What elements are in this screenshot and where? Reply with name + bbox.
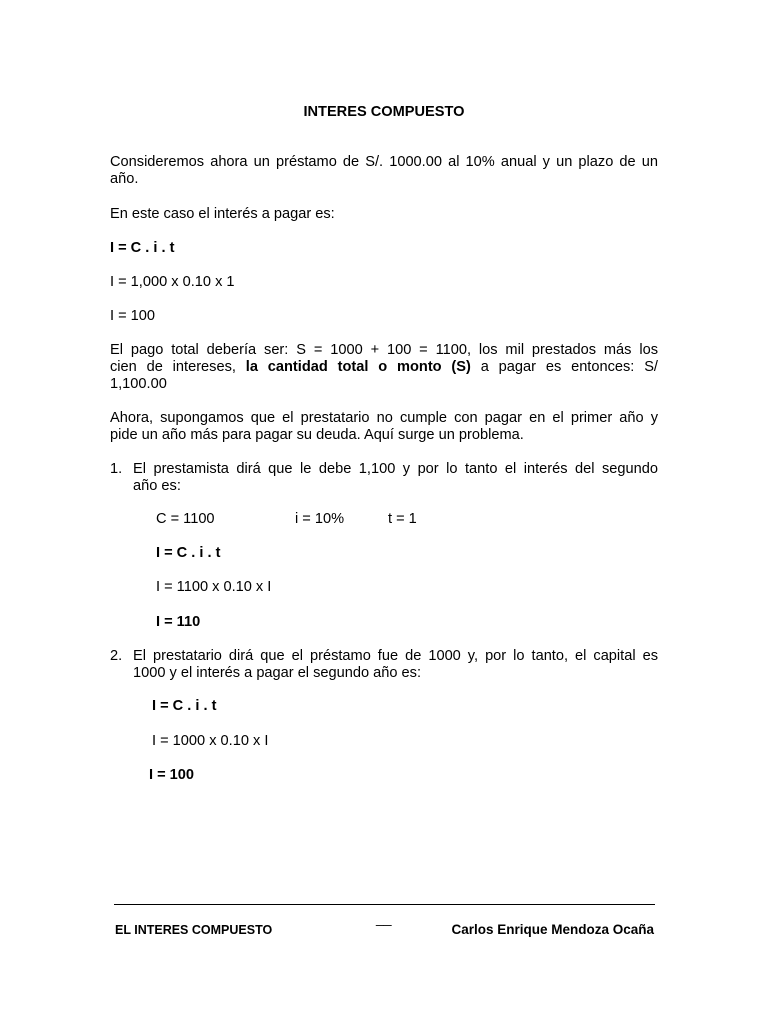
total-amount-term: la cantidad total o monto (S)	[245, 359, 471, 375]
item1-calculation: I = 1100 x 0.10 x I	[156, 579, 272, 595]
item1-result: I = 110	[156, 614, 201, 630]
list-item-2-line-1: El prestatario dirá que el préstamo fue de 1000 y, por lo tanto, el capital es	[133, 648, 658, 664]
total-line-3: 1,100.00	[110, 376, 167, 392]
now-paragraph	[110, 410, 658, 444]
total-line-2	[110, 359, 658, 376]
intro-line-2: año.	[110, 171, 139, 187]
list-item-1-line-2: año es:	[133, 478, 181, 494]
calculation-1: I = 1,000 x 0.10 x 1	[110, 274, 235, 290]
now-line-1: Ahora, supongamos que el prestatario no cumple con pagar en el primer año y	[110, 410, 658, 426]
item1-capital: C = 1100	[156, 511, 215, 527]
item1-rate: i = 10%	[295, 511, 345, 527]
total-line-2-post: a pagar es entonces: S/	[470, 359, 658, 375]
intro-paragraph	[110, 154, 658, 188]
total-paragraph	[110, 342, 658, 393]
footer-author: Carlos Enrique Mendoza Ocaña	[451, 922, 654, 937]
list-item-2-number: 2.	[110, 648, 123, 664]
intro-line-1: Consideremos ahora un préstamo de S/. 1000.00 al 10% anual y un plazo de un	[110, 154, 658, 170]
total-line-2-pre: cien de intereses,	[110, 359, 246, 375]
list-item-1-text	[133, 461, 658, 495]
calculation-2: I = 100	[110, 308, 156, 324]
list-item-1-line-1: El prestamista dirá que le debe 1,100 y por lo tanto el interés del segundo	[133, 461, 658, 477]
footer-document-title: EL INTERES COMPUESTO	[115, 923, 273, 937]
list-item-1-number: 1.	[110, 461, 123, 477]
now-line-2: pide un año más para pagar su deuda. Aquí surge un problema.	[110, 427, 524, 443]
item2-result: I = 100	[149, 767, 195, 783]
total-line-1: El pago total debería ser: S = 1000 + 100 = 1100, los mil prestados más los	[110, 342, 658, 358]
case-text: En este caso el interés a pagar es:	[110, 206, 335, 222]
item1-time: t = 1	[388, 511, 417, 527]
footer-rule	[114, 904, 655, 905]
page-title: INTERES COMPUESTO	[303, 104, 465, 120]
item2-calculation: I = 1000 x 0.10 x I	[152, 733, 269, 749]
list-item-2-text	[133, 648, 658, 682]
formula-main: I = C . i . t	[110, 240, 175, 256]
footer-dash: __	[376, 910, 392, 926]
list-item-2-line-2: 1000 y el interés a pagar el segundo año es:	[133, 665, 422, 681]
item1-formula: I = C . i . t	[156, 545, 221, 561]
item2-formula: I = C . i . t	[152, 698, 217, 714]
